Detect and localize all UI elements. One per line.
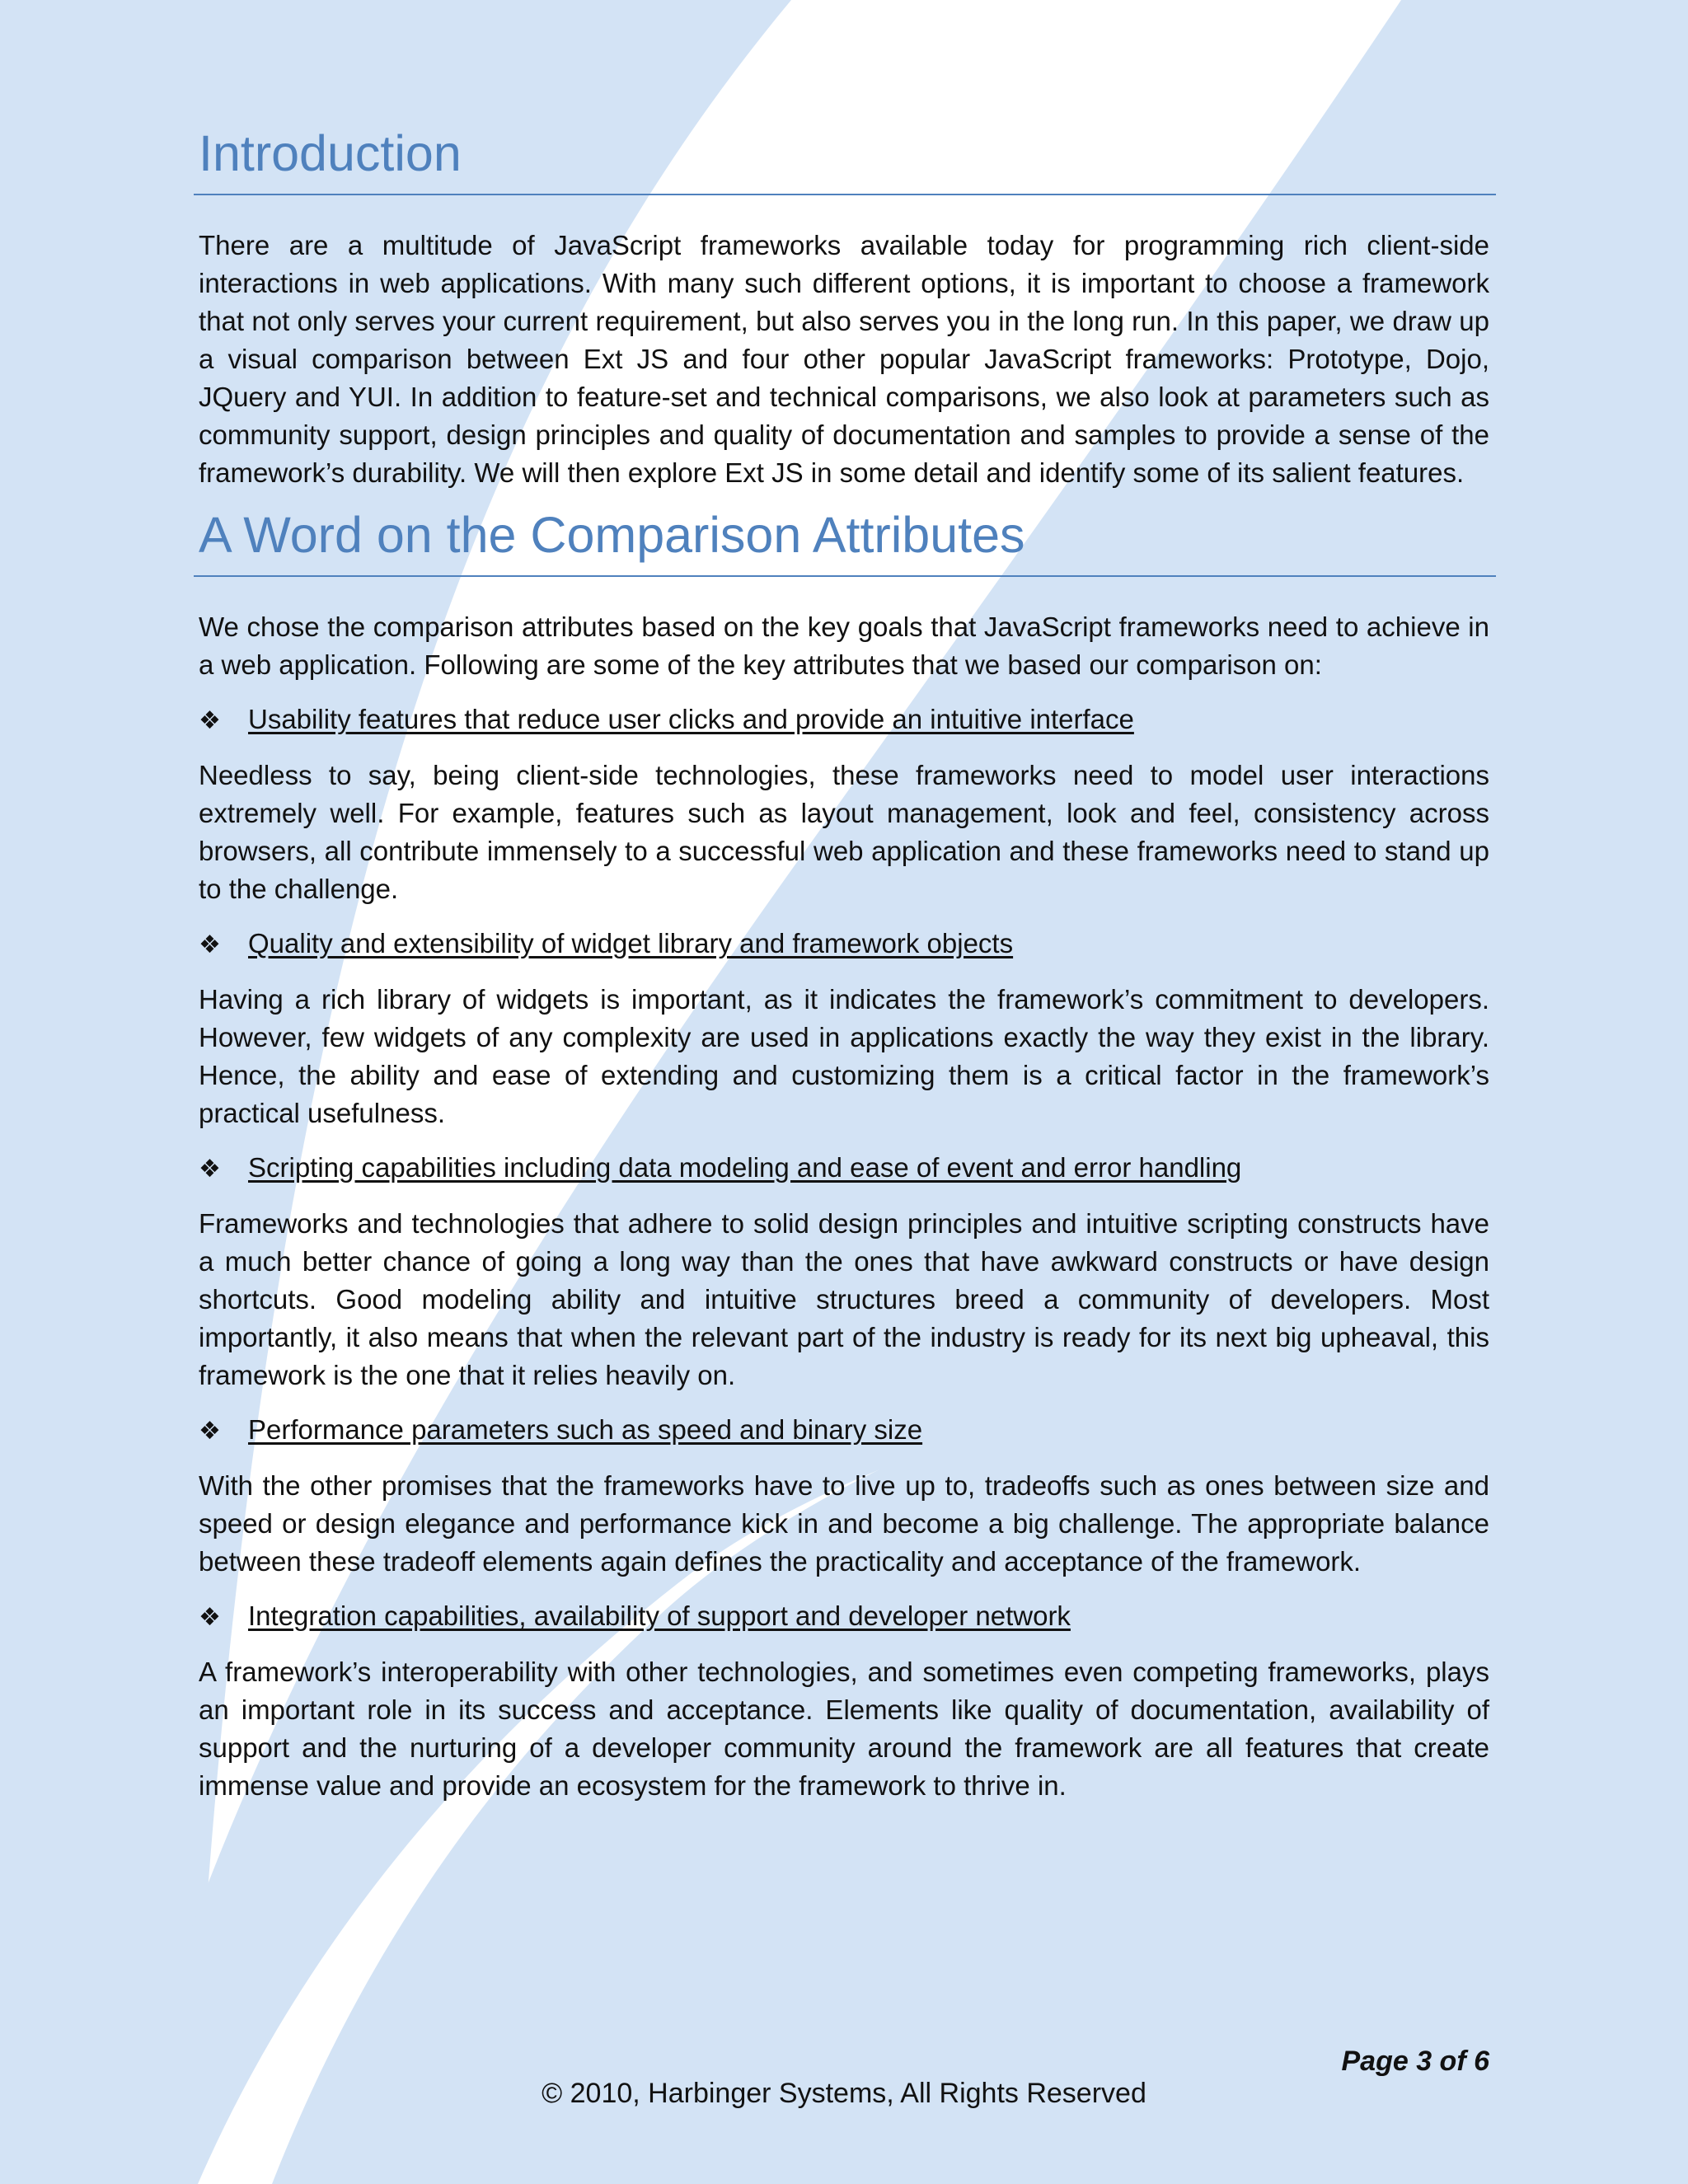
section-title-comparison-attributes: A Word on the Comparison Attributes: [194, 505, 1496, 577]
attribute-heading-text: Quality and extensibility of widget library and framework objects: [248, 928, 1014, 959]
attribute-paragraph-usability: Needless to say, being client-side technologies, these frameworks need to model user interactions extremely well. For example, features such as layout management, look and feel, consistency across browsers, all contribute immensely to a successful web application and these frameworks need to stand up to the challenge.: [199, 760, 1489, 905]
attribute-heading-usability: [199, 701, 1489, 740]
attribute-paragraph-scripting: Frameworks and technologies that adhere to solid design principles and intuitive scripting constructs have a much better chance of going a long way than the ones that have awkward constructs or have design shortcuts. Good modeling ability and intuitive structures breed a community of developers. Most importantly, it also means that when the relevant part of the industry is ready for its next big upheaval, this framework is the one that it relies heavily on.: [199, 1208, 1489, 1391]
attribute-paragraph-widget-library: Having a rich library of widgets is important, as it indicates the framework’s commitment to developers. However, few widgets of any complexity are used in applications exactly the way they exist in the library. Hence, the ability and ease of extending and customizing them is a critical factor in the framework’s practical usefulness.: [199, 984, 1489, 1129]
section-title-introduction: Introduction: [194, 124, 1496, 195]
diamond-bullet-icon: ❖: [199, 931, 221, 959]
diamond-bullet-icon: ❖: [199, 1418, 221, 1446]
document-body: [199, 124, 1489, 1805]
attribute-heading-text: Performance parameters such as speed and binary size: [248, 1414, 923, 1446]
diamond-bullet-icon: ❖: [199, 707, 221, 735]
attribute-heading-text: Scripting capabilities including data modeling and ease of event and error handling: [248, 1152, 1242, 1183]
attribute-paragraph-performance: With the other promises that the frameworks have to live up to, tradeoffs such as ones between size and speed or design elegance and performance kick in and become a big challenge. The appropriate balance between these tradeoff elements again defines the practicality and acceptance of the framework.: [199, 1470, 1489, 1577]
attribute-heading-text: Integration capabilities, availability of support and developer network: [248, 1601, 1071, 1632]
page-number: Page 3 of 6: [1341, 2046, 1489, 2077]
attribute-heading-scripting: [199, 1149, 1489, 1188]
attribute-paragraph-integration: A framework’s interoperability with other technologies, and sometimes even competing frameworks, plays an important role in its success and acceptance. Elements like quality of documentation, availability of support and the nurturing of a developer community around the framework are all features that create immense value and provide an ecosystem for the framework to thrive in.: [199, 1657, 1489, 1802]
attribute-heading-integration: [199, 1597, 1489, 1637]
attribute-heading-widget-library: [199, 925, 1489, 964]
attribute-heading-text: Usability features that reduce user clicks and provide an intuitive interface: [248, 704, 1134, 735]
diamond-bullet-icon: ❖: [199, 1604, 221, 1632]
attribute-heading-performance: [199, 1411, 1489, 1451]
comparison-intro-paragraph: We chose the comparison attributes based on the key goals that JavaScript frameworks need to achieve in a web application. Following are some of the key attributes that we based our comparison on:: [199, 612, 1489, 681]
introduction-paragraph: There are a multitude of JavaScript frameworks available today for programming rich client-side interactions in web applications. With many such different options, it is important to choose a framework that not only serves your current requirement, but also serves you in the long run. In this paper, we draw up a visual comparison between Ext JS and four other popular JavaScript frameworks: Prototype, Dojo, JQuery and YUI. In addition to feature-set and technical comparisons, we also look at parameters such as community support, design principles and quality of documentation and samples to provide a sense of the framework’s durability. We will then explore Ext JS in some detail and identify some of its salient features.: [199, 230, 1489, 489]
copyright-notice: © 2010, Harbinger Systems, All Rights Reserved: [542, 2078, 1146, 2109]
diamond-bullet-icon: ❖: [199, 1155, 221, 1183]
